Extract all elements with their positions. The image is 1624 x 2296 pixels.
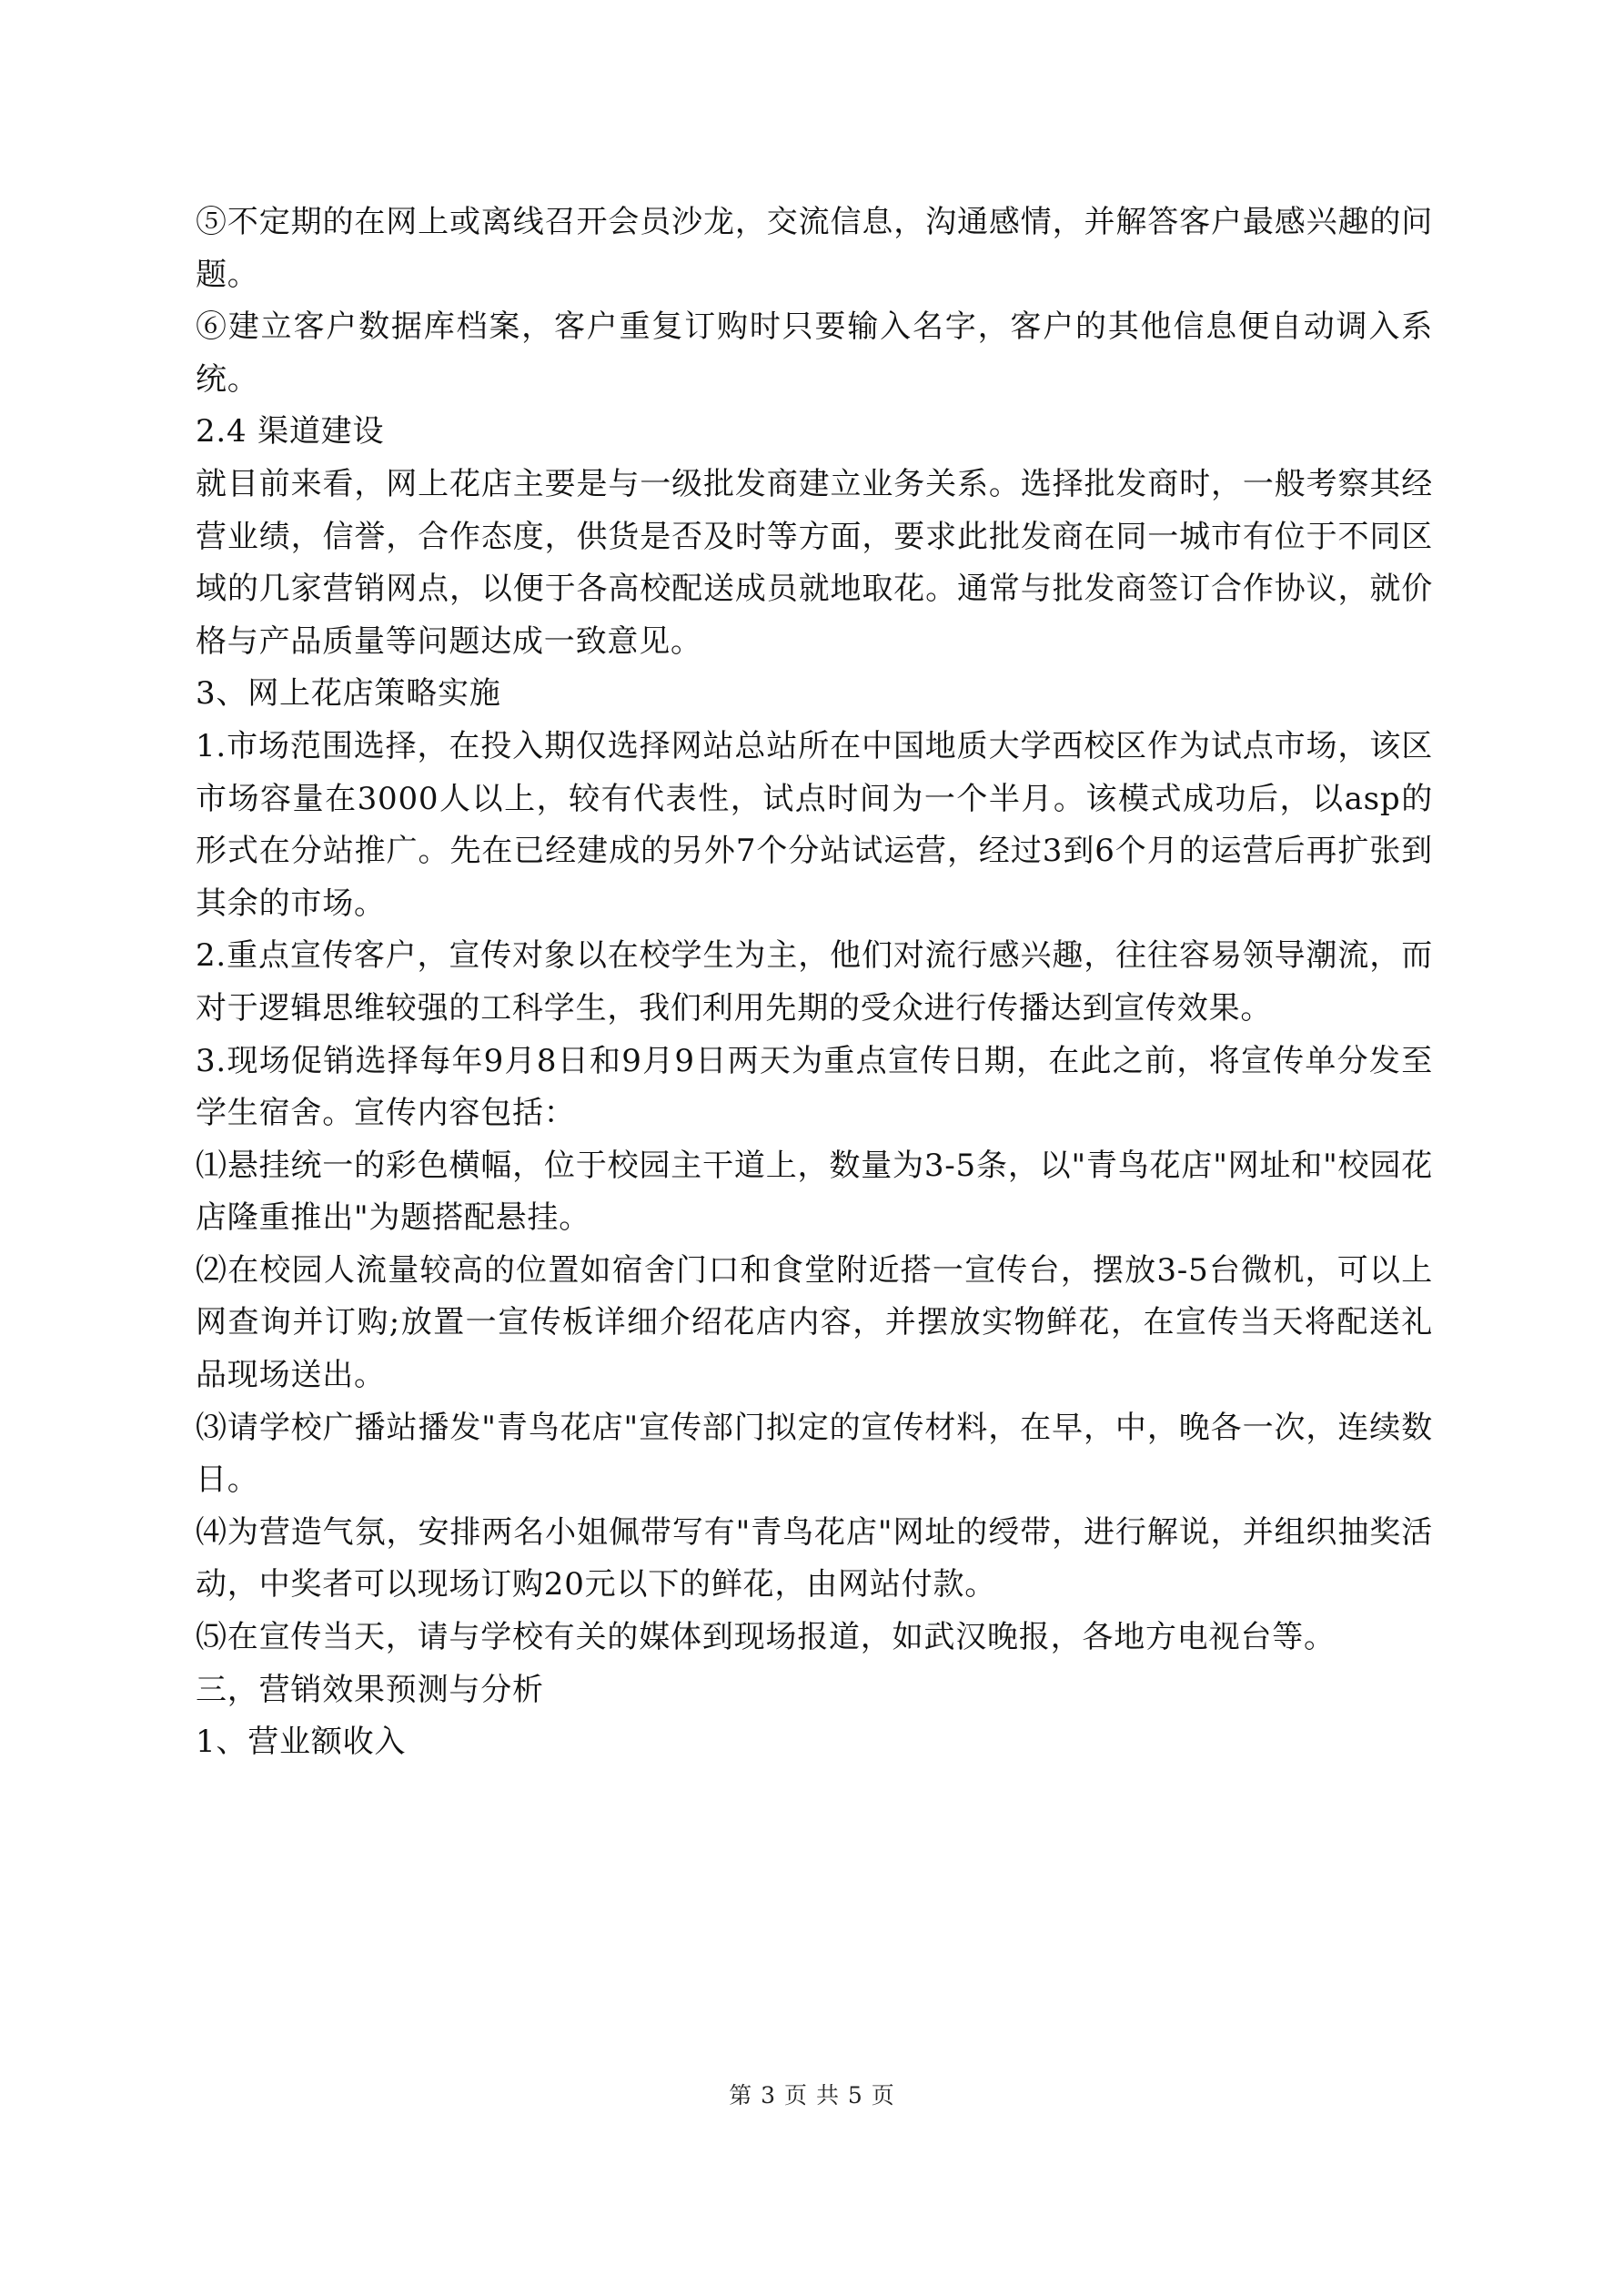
paragraph-channel-building: 就目前来看，网上花店主要是与一级批发商建立业务关系。选择批发商时，一般考察其经营业绩，信誉，合作态度，供货是否及时等方面，要求此批发商在同一城市有位于不同区域的几家营销网点，以便于各高校配送成员就地取花。通常与批发商签订合作协议，就价格与产品质量等问题达成一致意见。 [196,465,1433,660]
paragraph-member-salon: ⑤不定期的在网上或离线召开会员沙龙，交流信息，沟通感情，并解答客户最感兴趣的问题。 [196,204,1433,293]
paragraph-key-customers: 2.重点宣传客户，宣传对象以在校学生为主，他们对流行感兴趣，往往容易领导潮流，而对于逻辑思维较强的工科学生，我们利用先期的受众进行传播达到宣传效果。 [196,937,1433,1027]
list-item-booth: ⑵在校园人流量较高的位置如宿舍门口和食堂附近搭一宣传台，摆放3-5台微机，可以上网查询并订购;放置一宣传板详细介绍花店内容，并摆放实物鲜花，在宣传当天将配送礼品现场送出。 [196,1251,1433,1394]
page-footer: 第 3 页 共 5 页 [729,2082,895,2109]
document-body [196,197,1433,1769]
section-heading-strategy: 3、网上花店策略实施 [196,675,501,713]
section-heading-forecast: 三，营销效果预测与分析 [196,1671,544,1708]
list-item-banner: ⑴悬挂统一的彩色横幅，位于校园主干道上，数量为3-5条，以"青鸟花店"网址和"校园花店隆重推出"为题搭配悬挂。 [196,1147,1433,1237]
list-item-broadcast: ⑶请学校广播站播发"青鸟花店"宣传部门拟定的宣传材料，在早，中，晚各一次，连续数日。 [196,1409,1433,1499]
section-heading-channel: 2.4 渠道建设 [196,413,385,450]
list-item-sash-lottery: ⑷为营造气氛，安排两名小姐佩带写有"青鸟花店"网址的绶带，进行解说，并组织抽奖活动，中奖者可以现场订购20元以下的鲜花，由网站付款。 [196,1513,1433,1603]
paragraph-customer-database: ⑥建立客户数据库档案，客户重复订购时只要输入名字，客户的其他信息便自动调入系统。 [196,308,1433,398]
list-item-media: ⑸在宣传当天，请与学校有关的媒体到现场报道，如武汉晚报，各地方电视台等。 [196,1619,1336,1656]
paragraph-market-scope: 1.市场范围选择，在投入期仅选择网站总站所在中国地质大学西校区作为试点市场，该区市场容量在3000人以上，较有代表性，试点时间为一个半月。该模式成功后，以asp的形式在分站推广。先在已经建成的另外7个分站试运营，经过3到6个月的运营后再扩张到其余的市场。 [196,727,1433,922]
paragraph-onsite-promotion: 3.现场促销选择每年9月8日和9月9日两天为重点宣传日期，在此之前，将宣传单分发至学生宿舍。宣传内容包括： [196,1042,1433,1132]
section-heading-revenue: 1、营业额收入 [196,1724,407,1761]
